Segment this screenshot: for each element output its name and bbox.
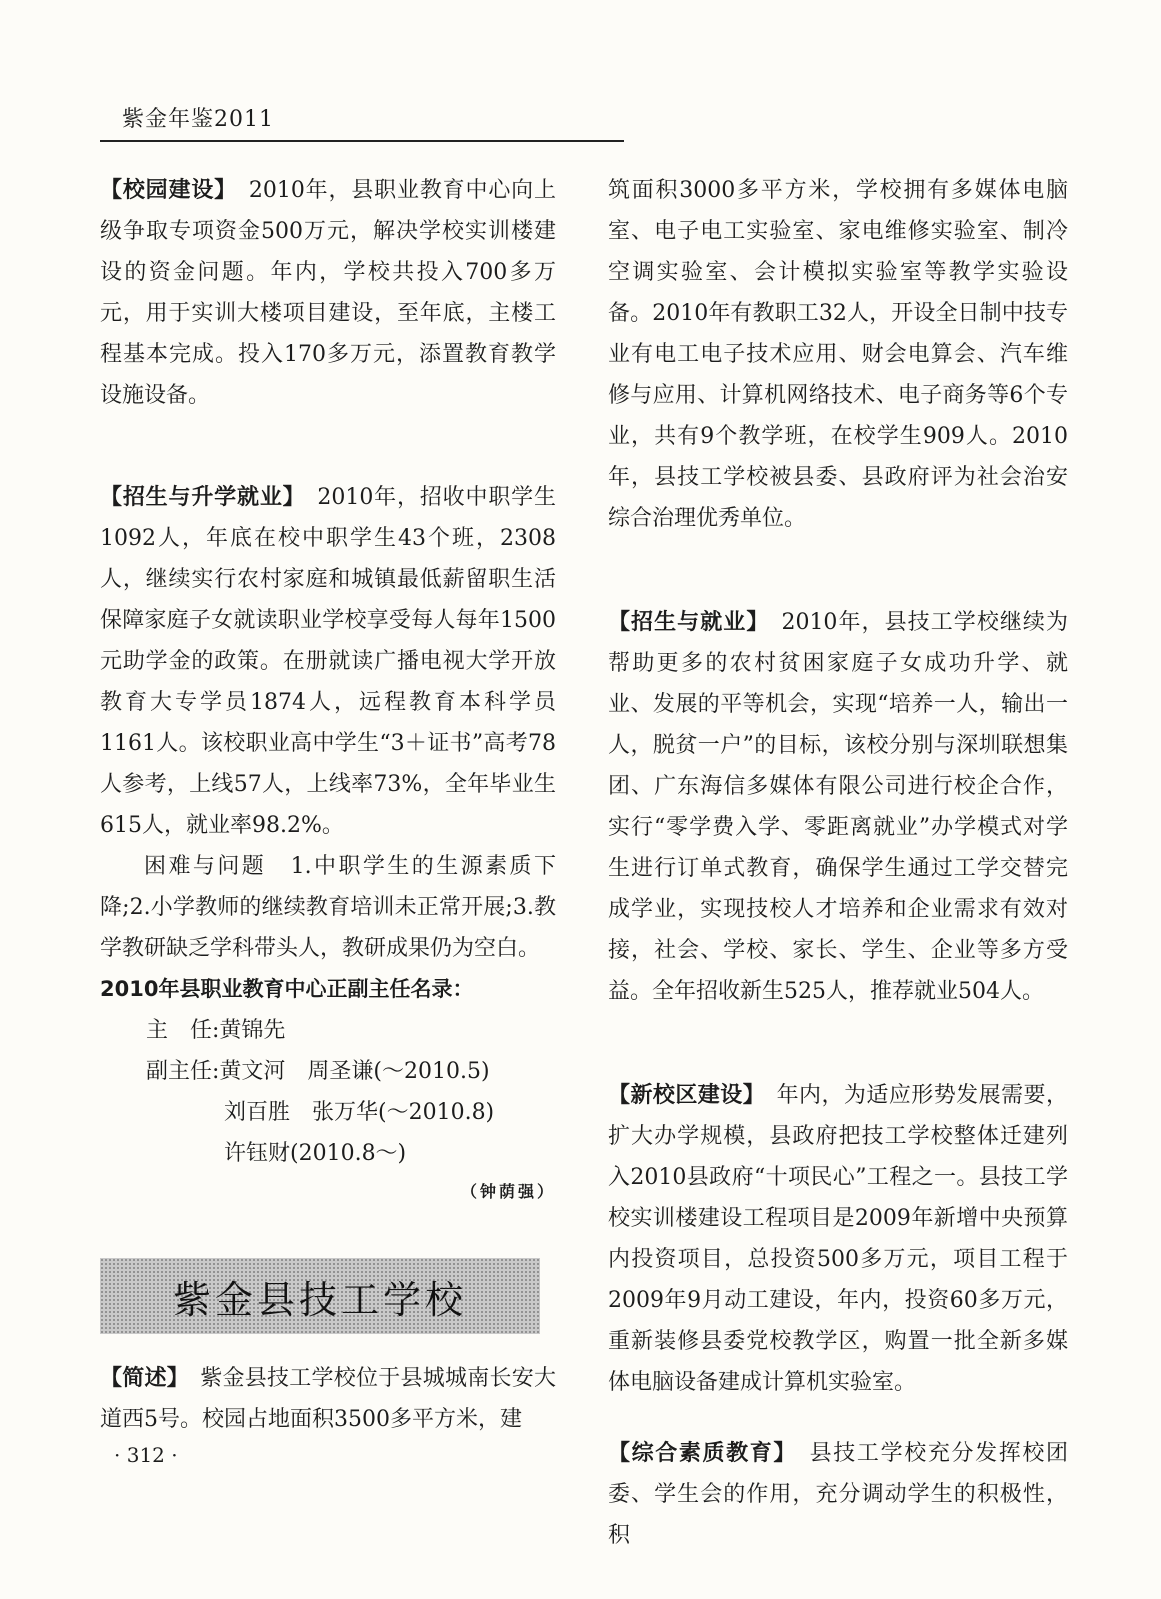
spacer: [608, 580, 1068, 602]
problems-paragraph: 困难与问题 1.中职学生的生源素质下降;2.小学教师的继续教育培训未正常开展;3.教学教研缺乏学科带头人，教研成果仍为空白。: [100, 854, 556, 961]
employ-text: 2010年，县技工学校继续为帮助更多的农村贫困家庭子女成功升学、就业、发展的平等机会，实现“培养一人，输出一人，脱贫一户”的目标，该校分别与深圳联想集团、广东海信多媒体有限公司进行校企合作，实行“零学费入学、零距离就业”办学模式对学生进行订单式教育，确保学生通过工学交替完成学业，实现技校人才培养和企业需求有效对接，社会、学校、家长、学生、企业等多方受益。全年招收新生525人，推荐就业504人。: [608, 610, 1068, 1004]
campus-paragraph: [100, 170, 556, 416]
quality-paragraph: [608, 1433, 1068, 1556]
quality-text: 县技工学校充分发挥校团委、学生会的作用，充分调动学生的积极性，积: [608, 1441, 1068, 1548]
right-column: [608, 170, 1068, 1556]
deputy-line: 许钰财(2010.8～): [224, 1141, 407, 1166]
campus-text: 2010年，县职业教育中心向上级争取专项资金500万元，解决学校实训楼建设的资金问题。年内，学校共投入700多万元，用于实训大楼项目建设，至年底，主楼工程基本完成。投入170多万元，添置教育教学设施设备。: [100, 178, 556, 408]
spacer: [608, 1403, 1068, 1433]
enroll-paragraph: [100, 477, 556, 846]
section-banner: [100, 1258, 540, 1334]
employ-label: 【招生与就业】: [608, 610, 759, 635]
header-rule: [100, 140, 624, 142]
spacer: [608, 1053, 1068, 1075]
director-line: 主 任:黄锦先: [146, 1018, 286, 1043]
spacer: [100, 457, 556, 477]
deputy-line: 刘百胜 张万华(～2010.8): [224, 1100, 495, 1125]
running-head: 紫金年鉴2011: [122, 107, 274, 132]
overview-continued: 筑面积3000多平方米，学校拥有多媒体电脑室、电子电工实验室、家电维修实验室、制冷空调实验室、会计模拟实验室等教学实验设备。2010年有教职工32人，开设全日制中技专业有电工电子技术应用、财会电算会、汽车维修与应用、计算机网络技术、电子商务等6个专业，共有9个教学班，在校学生909人。2010年，县技工学校被县委、县政府评为社会治安综合治理优秀单位。: [608, 178, 1068, 531]
page-number: · 312 ·: [114, 1443, 178, 1467]
spacer: [608, 539, 1068, 580]
overview-label: 【简述】: [100, 1366, 178, 1391]
enroll-text: 2010年，招收中职学生1092人，年底在校中职学生43个班，2308人，继续实行农村家庭和城镇最低薪留职生活保障家庭子女就读职业学校享受每人每年1500元助学金的政策。在册就读广播电视大学开放教育大专学员1874人，远程教育本科学员1161人。该校职业高中学生“3＋证书”高考78人参考，上线57人，上线率73%，全年毕业生615人，就业率98.2%。: [100, 485, 556, 838]
spacer: [608, 1012, 1068, 1053]
new-campus-label: 【新校区建设】: [608, 1083, 755, 1108]
quality-label: 【综合素质教育】: [608, 1441, 787, 1466]
enroll-label: 【招生与升学就业】: [100, 485, 295, 510]
overview-text: 紫金县技工学校位于县城城南长安大道西5号。校园占地面积3500多平方米，建: [100, 1366, 556, 1432]
section-banner-title: 紫金县技工学校: [172, 1277, 467, 1322]
author-credit: （钟荫强）: [460, 1182, 556, 1201]
new-campus-text: 年内，为适应形势发展需要，扩大办学规模，县政府把技工学校整体迁建列入2010县政府“十项民心”工程之一。县技工学校实训楼建设工程项目是2009年新增中央预算内投资项目，总投资500多万元，项目工程于2009年9月动工建设，年内，投资60多万元，重新装修县委党校教学区，购置一批全新多媒体电脑设备建成计算机实验室。: [608, 1083, 1068, 1395]
spacer: [100, 416, 556, 457]
overview-paragraph: [100, 1358, 556, 1440]
new-campus-paragraph: [608, 1075, 1068, 1403]
left-column: [100, 170, 556, 1470]
deputy-line: 副主任:黄文河 周圣谦(～2010.5): [146, 1059, 490, 1084]
directors-title: 2010年县职业教育中心正副主任名录：: [100, 977, 474, 1001]
employ-paragraph: [608, 602, 1068, 1012]
campus-label: 【校园建设】: [100, 178, 226, 203]
